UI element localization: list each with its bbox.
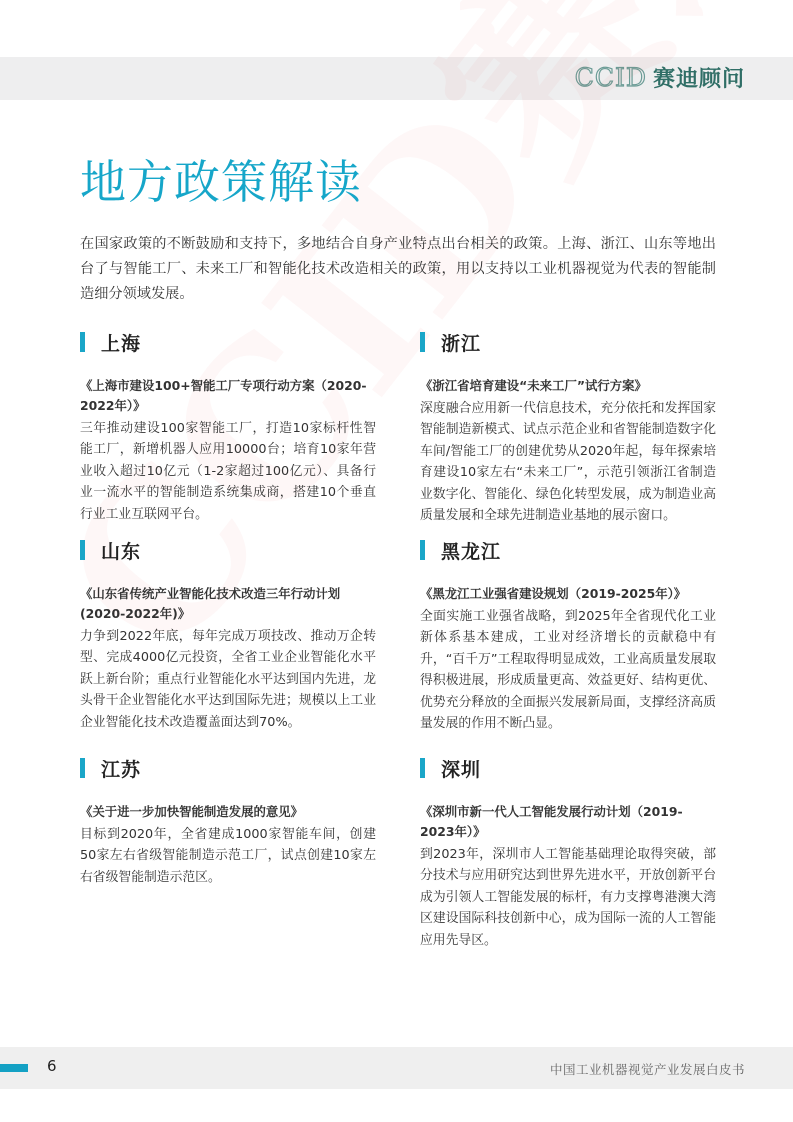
footer-book-title: 中国工业机器视觉产业发展白皮书 xyxy=(549,1062,745,1077)
policy-document-title: 《山东省传统产业智能化技术改造三年行动计划(2020-2022年)》 xyxy=(80,586,341,621)
section-shenzhen xyxy=(420,755,716,951)
section-marker xyxy=(420,332,425,352)
page-title: 地方政策解读 xyxy=(80,155,362,209)
section-heading xyxy=(80,537,376,563)
section-region-title: 上海 xyxy=(101,332,142,355)
section-heading xyxy=(80,755,376,781)
section-marker xyxy=(420,540,425,560)
policy-document-title: 《黑龙江工业强省建设规划（2019-2025年）》 xyxy=(420,586,687,601)
section-region-title: 黑龙江 xyxy=(441,540,502,563)
policy-document-title: 《浙江省培育建设“未来工厂”试行方案》 xyxy=(420,378,647,393)
policy-summary: 全面实施工业强省战略，到2025年全省现代化工业新体系基本建成，工业对经济增长的贡献稳中有升，“百千万”工程取得明显成效，工业高质量发展取得积极进展，形成质量更高、效益更好、结构更优、优势充分释放的全面振兴发展新局面，支撑经济高质量发展的作用不断凸显。 xyxy=(420,609,716,732)
section-marker xyxy=(80,332,85,352)
policy-document-title: 《上海市建设100+智能工厂专项行动方案（2020-2022年）》 xyxy=(80,378,367,413)
section-zhejiang xyxy=(420,329,716,526)
section-heading xyxy=(420,329,716,355)
policy-summary: 到2023年，深圳市人工智能基础理论取得突破，部分技术与应用研究达到世界先进水平，开放创新平台成为引领人工智能发展的标杆，有力支撑粤港澳大湾区建设国际科技创新中心，成为国际一流的人工智能应用先导区。 xyxy=(420,847,716,948)
section-region-title: 江苏 xyxy=(101,758,142,781)
policy-summary: 力争到2022年底，每年完成万项技改、推动万企转型、完成4000亿元投资，全省工业企业智能化水平跃上新台阶；重点行业智能化水平达到国内先进，龙头骨干企业智能化水平达到国际先进；规模以上工业企业智能化技术改造覆盖面达到70%。 xyxy=(80,629,376,730)
intro-paragraph: 在国家政策的不断鼓励和支持下，多地结合自身产业特点出台相关的政策。上海、浙江、山东等地出台了与智能工厂、未来工厂和智能化技术改造相关的政策，用以支持以工业机器视觉为代表的智能制造细分领域发展。 xyxy=(80,236,716,302)
section-heading xyxy=(420,755,716,781)
section-region-title: 山东 xyxy=(101,540,142,563)
logo-cn-text: 赛迪顾问 xyxy=(652,65,745,92)
section-shandong xyxy=(80,537,376,733)
section-marker xyxy=(80,540,85,560)
policy-document-title: 《关于进一步加快智能制造发展的意见》 xyxy=(80,804,304,819)
footer-accent-bar xyxy=(0,1064,28,1072)
policy-summary: 目标到2020年，全省建成1000家智能车间，创建50家左右省级智能制造示范工厂，试点创建10家左右省级智能制造示范区。 xyxy=(80,827,376,885)
section-marker xyxy=(420,758,425,778)
logo-ccid-text: CCID xyxy=(574,62,647,92)
section-heilongjiang xyxy=(420,537,716,734)
page-number: 6 xyxy=(47,1057,57,1075)
ccid-logo xyxy=(575,62,745,92)
policy-document-title: 《深圳市新一代人工智能发展行动计划（2019-2023年）》 xyxy=(420,804,683,839)
section-shanghai xyxy=(80,329,376,525)
section-region-title: 浙江 xyxy=(441,332,482,355)
section-heading xyxy=(420,537,716,563)
section-region-title: 深圳 xyxy=(441,758,482,781)
policy-summary: 三年推动建设100家智能工厂，打造10家标杆性智能工厂，新增机器人应用10000台；培育10家年营业收入超过10亿元（1-2家超过100亿元）、具备行业一流水平的智能制造系统集成商，搭建10个垂直行业工业互联网平台。 xyxy=(80,421,376,522)
section-jiangsu xyxy=(80,755,376,888)
policy-summary: 深度融合应用新一代信息技术，充分依托和发挥国家智能制造新模式、试点示范企业和省智能制造数字化车间/智能工厂的创建优势从2020年起，每年探索培育建设10家左右“未来工厂”，示范引领浙江省制造业数字化、智能化、绿色化转型发展，成为制造业高质量发展和全球先进制造业基地的展示窗口。 xyxy=(420,401,716,524)
section-marker xyxy=(80,758,85,778)
section-heading xyxy=(80,329,376,355)
